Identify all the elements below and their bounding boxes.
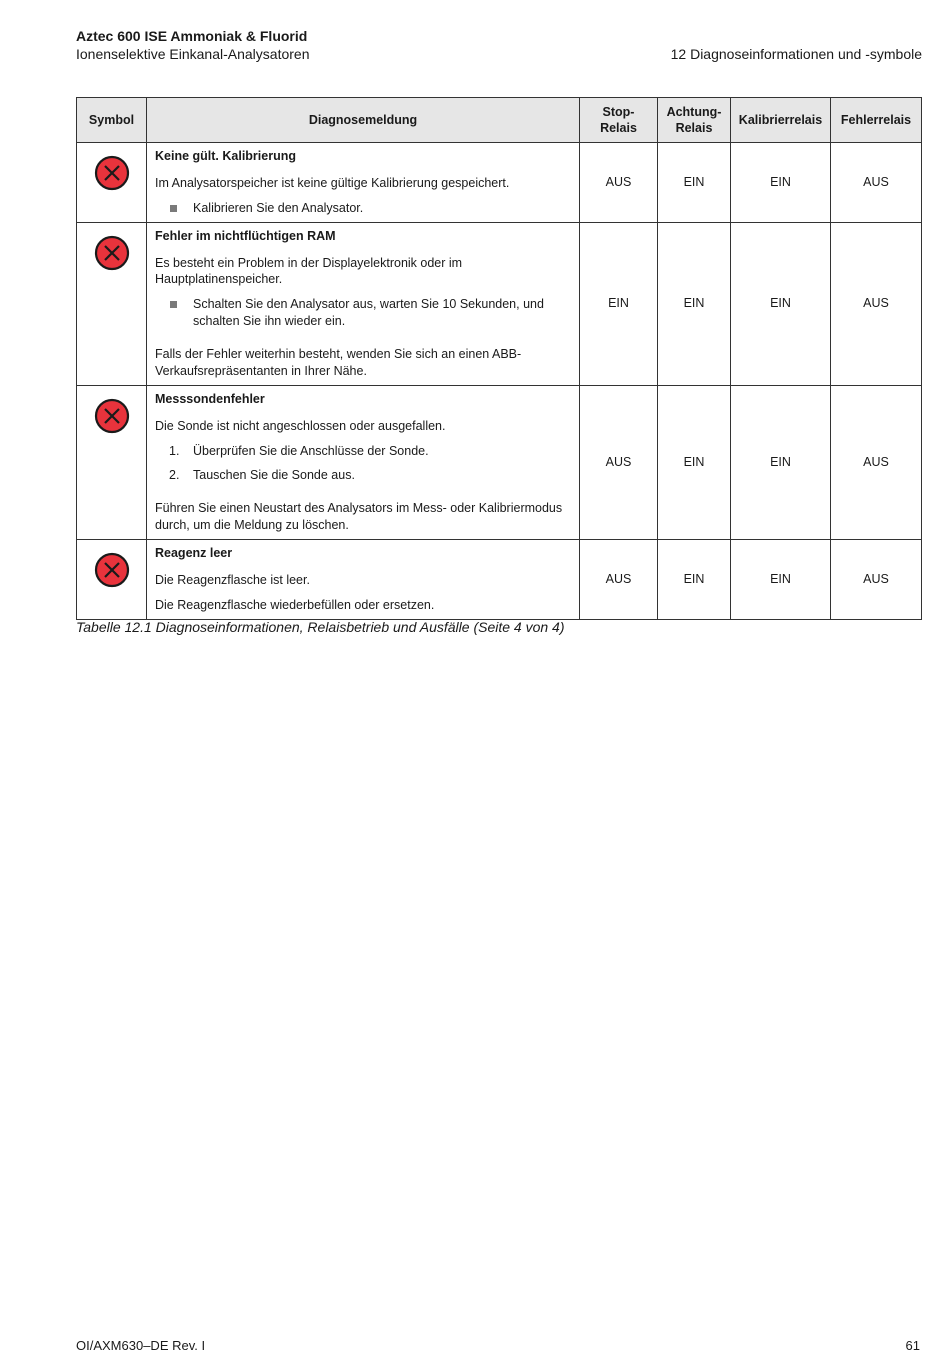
fault-relay-state: AUS bbox=[831, 540, 922, 620]
fault-relay-state: AUS bbox=[831, 143, 922, 223]
warning-relay-state: EIN bbox=[658, 222, 731, 385]
symbol-cell bbox=[77, 143, 147, 223]
col-header-symbol: Symbol bbox=[77, 98, 147, 143]
warning-relay-state: EIN bbox=[658, 143, 731, 223]
table-row bbox=[77, 540, 922, 620]
document-id: OI/AXM630–DE Rev. I bbox=[76, 1338, 206, 1353]
bullet-item bbox=[155, 200, 571, 217]
stop-relay-state: AUS bbox=[580, 385, 658, 539]
numbered-step bbox=[155, 443, 571, 460]
step-text: Tauschen Sie die Sonde aus. bbox=[193, 468, 355, 483]
col-header-stop-line1: Stop- bbox=[602, 104, 635, 119]
col-header-stop-line2: Relais bbox=[600, 121, 637, 135]
col-header-warn-line1: Achtung- bbox=[666, 104, 722, 119]
message-text: Es besteht ein Problem in der Displayelektronik oder im Hauptplatinenspeicher. bbox=[155, 255, 463, 287]
message-title: Fehler im nichtflüchtigen RAM bbox=[155, 228, 336, 243]
col-header-fault-relay: Fehlerrelais bbox=[831, 98, 922, 143]
table-header-row bbox=[77, 98, 922, 143]
message-title: Messsondenfehler bbox=[155, 391, 265, 406]
bullet-item bbox=[155, 296, 571, 330]
calibration-relay-state: EIN bbox=[731, 143, 831, 223]
message-text: Die Sonde ist nicht angeschlossen oder ausgefallen. bbox=[155, 418, 446, 433]
col-header-calibration-relay: Kalibrierrelais bbox=[731, 98, 831, 143]
symbol-cell bbox=[77, 222, 147, 385]
message-cell bbox=[147, 222, 580, 385]
table-row bbox=[77, 222, 922, 385]
col-header-warning-relay bbox=[658, 98, 731, 143]
symbol-cell bbox=[77, 540, 147, 620]
col-header-warn-line2: Relais bbox=[675, 121, 713, 135]
table-caption: Tabelle 12.1 Diagnoseinformationen, Relaisbetrieb und Ausfälle (Seite 4 von 4) bbox=[76, 619, 565, 635]
fault-relay-state: AUS bbox=[831, 385, 922, 539]
col-header-stop-relay bbox=[580, 98, 658, 143]
calibration-relay-state: EIN bbox=[731, 222, 831, 385]
step-number: 1. bbox=[169, 443, 180, 458]
document-subtitle: Ionenselektive Einkanal-Analysatoren bbox=[76, 46, 310, 62]
message-text: Im Analysatorspeicher ist keine gültige Kalibrierung gespeichert. bbox=[155, 175, 510, 190]
message-text: Die Reagenzflasche wiederbefüllen oder ersetzen. bbox=[155, 597, 435, 612]
bullet-square-icon bbox=[170, 205, 177, 212]
message-cell bbox=[147, 540, 580, 620]
message-text: Die Reagenzflasche ist leer. bbox=[155, 572, 310, 587]
col-header-message: Diagnosemeldung bbox=[147, 98, 580, 143]
message-text: Führen Sie einen Neustart des Analysators im Mess- oder Kalibriermodus durch, um die Meldung zu löschen. bbox=[155, 501, 563, 533]
calibration-relay-state: EIN bbox=[731, 385, 831, 539]
stop-relay-state: AUS bbox=[580, 540, 658, 620]
chapter-heading: 12 Diagnoseinformationen und -symbole bbox=[670, 46, 922, 62]
step-number: 2. bbox=[169, 468, 180, 483]
fault-relay-state: AUS bbox=[831, 222, 922, 385]
message-cell bbox=[147, 385, 580, 539]
warning-relay-state: EIN bbox=[658, 540, 731, 620]
message-cell bbox=[147, 143, 580, 223]
stop-relay-state: AUS bbox=[580, 143, 658, 223]
message-text: Falls der Fehler weiterhin besteht, wenden Sie sich an einen ABB-Verkaufsrepräsentanten in Ihrer Nähe. bbox=[155, 347, 522, 378]
calibration-relay-state: EIN bbox=[731, 540, 831, 620]
document-title: Aztec 600 ISE Ammoniak & Fluorid bbox=[76, 28, 308, 44]
red-x-circle-icon bbox=[94, 552, 130, 588]
numbered-step bbox=[155, 467, 571, 484]
table-row bbox=[77, 385, 922, 539]
page-number: 61 bbox=[905, 1338, 920, 1353]
step-text: Überprüfen Sie die Anschlüsse der Sonde. bbox=[193, 443, 429, 458]
warning-relay-state: EIN bbox=[658, 385, 731, 539]
bullet-square-icon bbox=[170, 301, 177, 308]
bullet-text: Kalibrieren Sie den Analysator. bbox=[193, 200, 364, 215]
message-title: Reagenz leer bbox=[155, 546, 233, 560]
red-x-circle-icon bbox=[94, 235, 130, 271]
bullet-text: Schalten Sie den Analysator aus, warten Sie 10 Sekunden, und schalten Sie ihn wieder ein. bbox=[193, 297, 544, 329]
diagnostic-table bbox=[76, 97, 922, 620]
red-x-circle-icon bbox=[94, 398, 130, 434]
table-row bbox=[77, 143, 922, 223]
message-title: Keine gült. Kalibrierung bbox=[155, 149, 296, 163]
stop-relay-state: EIN bbox=[580, 222, 658, 385]
red-x-circle-icon bbox=[94, 155, 130, 191]
symbol-cell bbox=[77, 385, 147, 539]
